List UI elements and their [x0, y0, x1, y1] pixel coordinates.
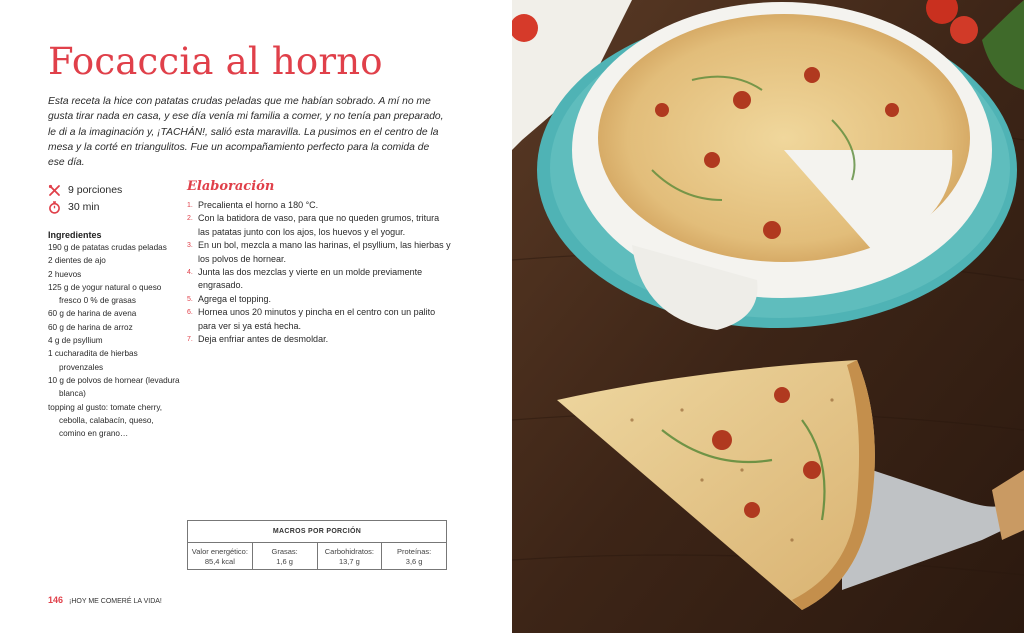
- tomato: [950, 16, 978, 44]
- macro-carbs: [318, 543, 383, 570]
- page-title: Focaccia al horno: [48, 40, 383, 83]
- macro-value: 3,6 g: [405, 557, 423, 566]
- step-text: Agrega el topping.: [198, 293, 272, 304]
- macros-title: MACROS POR PORCIÓN: [188, 521, 446, 543]
- step-item: [187, 293, 452, 306]
- step-text: Precalienta el horno a 180 °C.: [198, 200, 319, 210]
- servings-row: [48, 182, 122, 199]
- macro-label: Valor energético:: [191, 547, 248, 556]
- steps-heading: Elaboración: [187, 179, 275, 194]
- macros-row: [188, 543, 446, 570]
- focaccia-photo: [512, 0, 1024, 633]
- macro-label: Grasas:: [271, 547, 298, 556]
- step-number: 1.: [187, 202, 193, 209]
- time-row: [48, 199, 122, 216]
- ingredient-item: 4 g de psyllium: [48, 336, 103, 346]
- food-photo-illustration: [512, 0, 1024, 633]
- step-item: [187, 239, 452, 266]
- ingredients-heading: Ingredientes: [48, 230, 102, 240]
- macro-protein: [382, 543, 446, 570]
- step-item: [187, 306, 452, 333]
- step-item: [187, 199, 452, 212]
- ingredient-item: topping al gusto: tomate cherry, cebolla, calabacín, queso, comino en grano…: [48, 402, 163, 439]
- step-number: 3.: [187, 242, 193, 250]
- ingredient-item: 60 g de harina de avena: [48, 309, 137, 319]
- macro-label: Proteínas:: [397, 547, 432, 556]
- macro-value: 13,7 g: [338, 557, 360, 566]
- stopwatch-icon: [48, 201, 61, 214]
- page-footer: [48, 595, 162, 605]
- ingredients-list: [48, 241, 180, 440]
- step-number: 7.: [187, 336, 193, 344]
- recipe-meta: [48, 182, 122, 216]
- step-item: [187, 266, 452, 293]
- ingredient-item: 60 g de harina de arroz: [48, 322, 133, 332]
- step-item: [187, 333, 452, 346]
- step-item: [187, 212, 452, 239]
- step-number: 6.: [187, 309, 193, 317]
- ingredient-item: 2 dientes de ajo: [48, 256, 106, 266]
- macro-fat: [253, 543, 318, 570]
- step-number: 4.: [187, 269, 193, 277]
- step-text: Deja enfriar antes de desmoldar.: [198, 334, 329, 345]
- step-text: En un bol, mezcla a mano las harinas, el psyllium, las hierbas y los polvos de hornear.: [198, 240, 451, 264]
- ingredient-item: 190 g de patatas crudas peladas: [48, 243, 167, 252]
- page-number: 146: [48, 595, 64, 605]
- steps-list: [187, 199, 452, 346]
- ingredient-item: 125 g de yogur natural o queso fresco 0 % de grasas: [48, 282, 162, 306]
- macro-energy: [188, 543, 253, 570]
- recipe-intro: Esta receta la hice con patatas crudas peladas que me habían sobrado. A mí no me gusta tirar nada en casa, y ese día venía mi familia a comer, y no tenía pan preparado, le di a la imaginación y, ¡TACHÁN!, salió esta maravilla. La pusimos en el centro de la mesa y la corté en triangulitos. Fue un acompañamiento perfecto para la comida de ese día.: [48, 96, 444, 169]
- step-text: Con la batidora de vaso, para que no queden grumos, tritura las patatas junto con los ajos, los huevos y el yogur.: [198, 213, 440, 237]
- step-number: 2.: [187, 215, 193, 223]
- cutlery-icon: [48, 184, 61, 197]
- ingredient-item: 2 huevos: [48, 269, 82, 279]
- book-title: ¡HOY ME COMERÉ LA VIDA!: [69, 598, 162, 605]
- macro-label: Carbohidratos:: [324, 547, 374, 556]
- macro-value: 1,6 g: [276, 557, 293, 566]
- ingredient-item: 1 cucharadita de hierbas provenzales: [48, 349, 138, 372]
- servings-text: 9 porciones: [68, 184, 123, 196]
- macros-table: [187, 520, 447, 570]
- step-text: Junta las dos mezclas y vierte en un molde previamente engrasado.: [198, 267, 423, 291]
- macro-value: 85,4 kcal: [204, 557, 235, 566]
- time-text: 30 min: [68, 201, 100, 213]
- step-text: Hornea unos 20 minutos y pincha en el centro con un palito para ver si ya está hecha.: [198, 307, 436, 331]
- step-number: 5.: [187, 295, 193, 303]
- ingredient-item: 10 g de polvos de hornear (levadura blanca): [48, 375, 180, 399]
